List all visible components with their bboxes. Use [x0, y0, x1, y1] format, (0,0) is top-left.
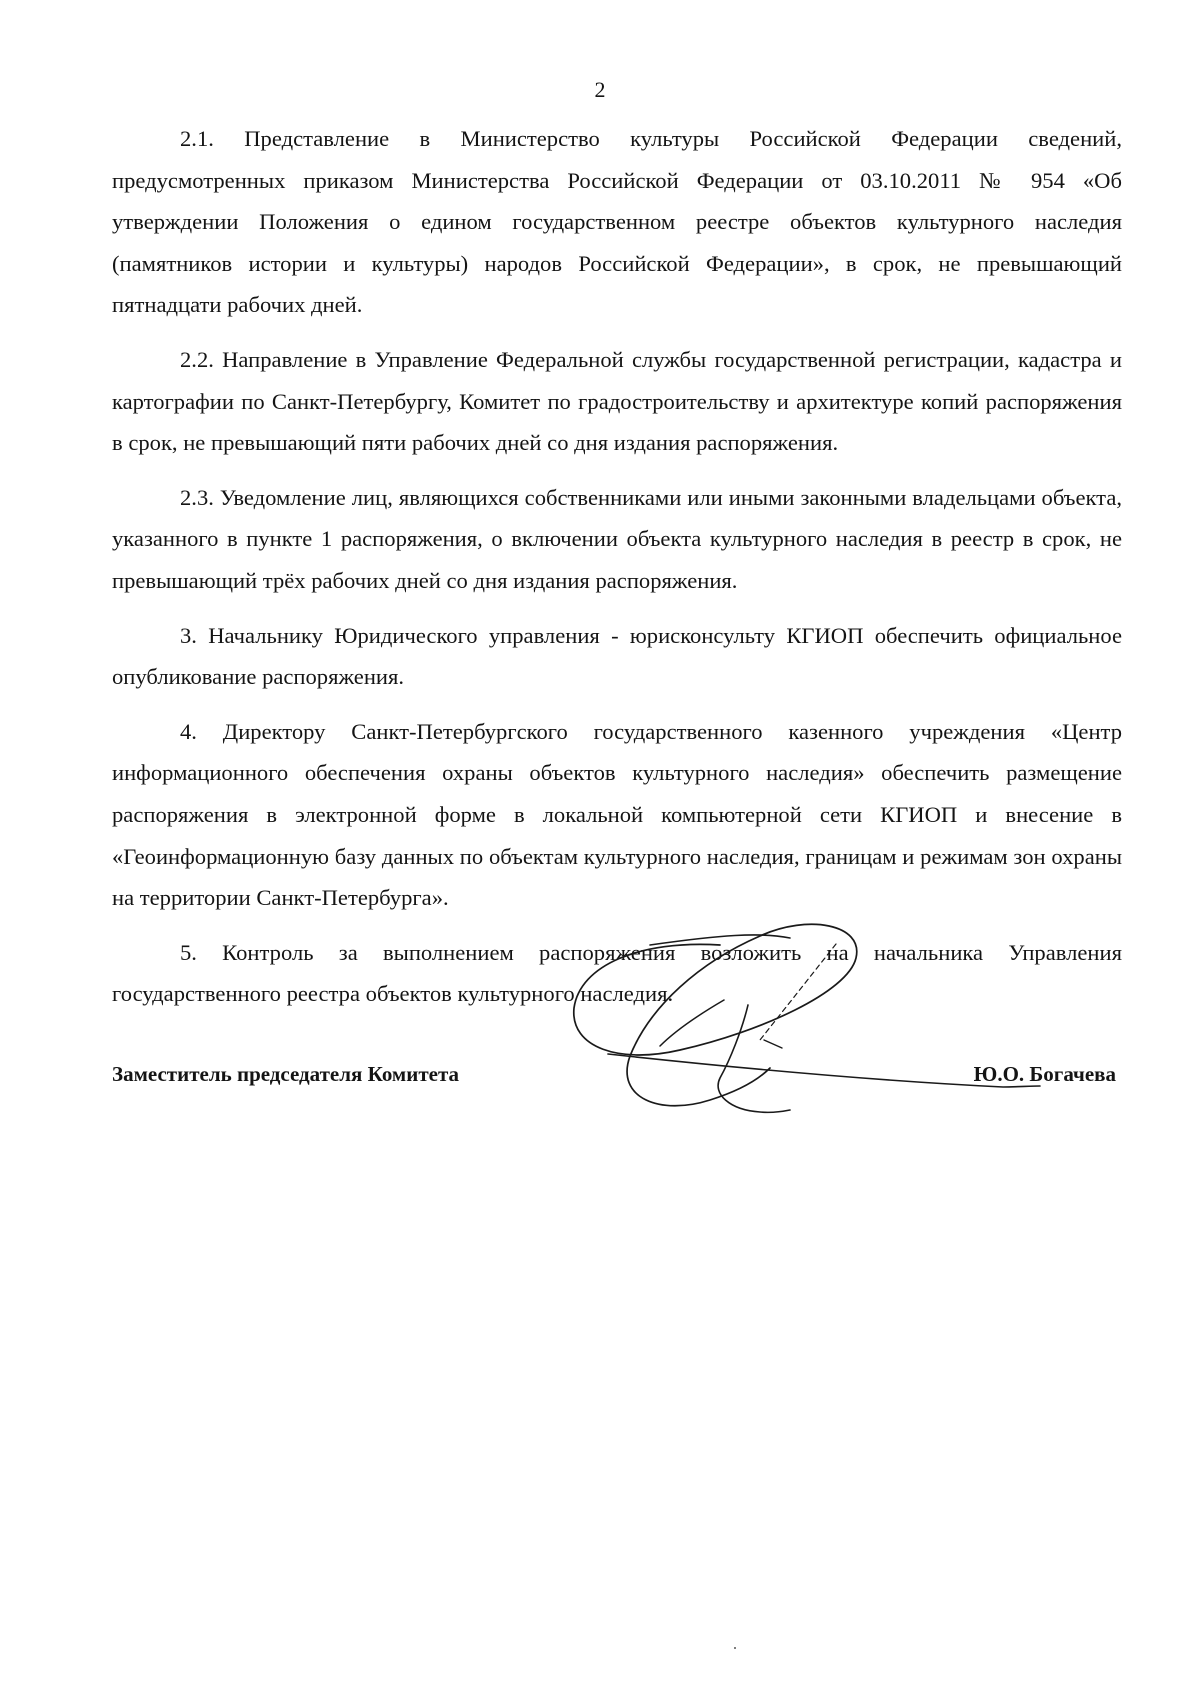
paragraph-2-1: 2.1. Представление в Министерство культуры Российской Федерации сведений, предусмотренных приказом Министерства Российской Федерации от 03.10.2011 № 954 «Об утверждении Положения о едином государственном реестре объектов культурного наследия (памятников истории и культуры) народов Российской Федерации», в срок, не превышающий пятнадцати рабочих дней.	[112, 126, 1122, 318]
document-body	[112, 118, 1122, 1015]
paragraph-2-2: 2.2. Направление в Управление Федеральной службы государственной регистрации, кадастра и картографии по Санкт-Петербургу, Комитет по градостроительству и архитектуре копий распоряжения в срок, не превышающий пяти рабочих дней со дня издания распоряжения.	[112, 346, 1122, 456]
paragraph-4: 4. Директору Санкт-Петербургского государственного казенного учреждения «Центр информационного обеспечения охраны объектов культурного наследия» обеспечить размещение распоряжения в электронной форме в локальной компьютерной сети КГИОП и внесение в «Геоинформационную базу данных по объектам культурного наследия, границам и режимам зон охраны на территории Санкт-Петербурга».	[112, 718, 1122, 911]
paragraph-2-3: 2.3. Уведомление лиц, являющихся собственниками или иными законными владельцами объекта, указанного в пункте 1 распоряжения, о включении объекта культурного наследия в реестр в срок, не превышающий трёх рабочих дней со дня издания распоряжения.	[112, 484, 1122, 593]
page-number: 2	[594, 77, 606, 102]
signature-block	[112, 1054, 1122, 1094]
paragraph-3: 3. Начальнику Юридического управления - юрисконсульту КГИОП обеспечить официальное опубликование распоряжения.	[112, 622, 1122, 690]
paragraph-5: 5. Контроль за выполнением распоряжения возложить на начальника Управления государственного реестра объектов культурного наследия.	[112, 939, 1122, 1007]
signer-name: Ю.О. Богачева	[973, 1062, 1116, 1086]
scan-artifact	[734, 1647, 736, 1649]
signer-position: Заместитель председателя Комитета	[112, 1062, 460, 1086]
